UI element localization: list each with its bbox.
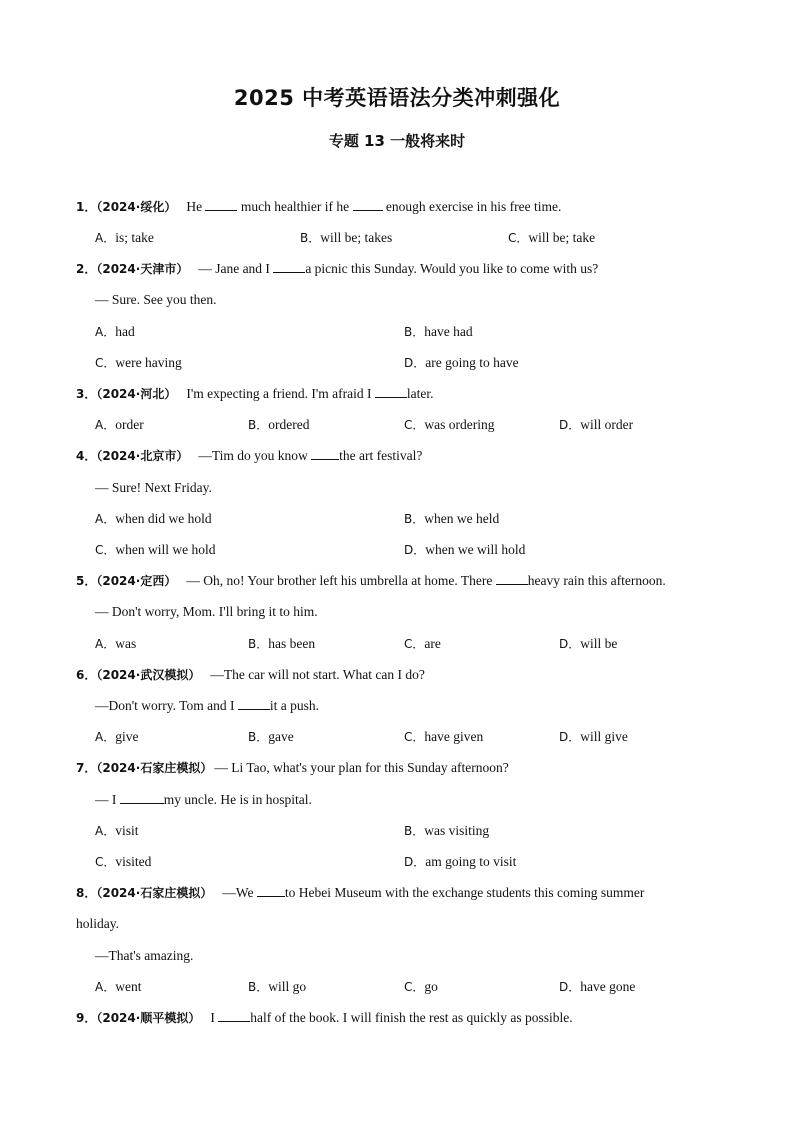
option-letter: C． [404, 418, 425, 432]
option-text: went [115, 979, 142, 994]
option-text: will order [580, 417, 634, 432]
option-letter: A． [95, 637, 116, 651]
option-text: was ordering [424, 417, 495, 432]
question-1-stem [76, 197, 718, 217]
option-d[interactable] [559, 727, 628, 747]
question-5-stem [76, 571, 718, 591]
option-letter: C． [508, 231, 529, 245]
stem-text: — Oh, no! Your brother left his umbrella at home. There [186, 573, 496, 588]
option-letter: D． [559, 418, 581, 432]
stem-text: heavy rain this afternoon. [527, 573, 666, 588]
option-letter: B． [300, 231, 321, 245]
question-source: （2024·绥化） [96, 200, 177, 214]
option-text: is; take [115, 230, 154, 245]
option-letter: B． [248, 730, 269, 744]
option-letter: D． [404, 855, 426, 869]
question-source: （2024·北京市） [96, 449, 189, 463]
question-5-reply: — Don't worry, Mom. I'll bring it to him. [95, 604, 318, 619]
stem-text: — Li Tao, what's your plan for this Sunday afternoon? [214, 760, 509, 775]
answer-blank[interactable] [375, 384, 407, 398]
option-c[interactable] [404, 727, 483, 747]
question-source: （2024·河北） [96, 387, 177, 401]
option-text: were having [115, 355, 182, 370]
question-1-options [95, 228, 718, 248]
option-d[interactable] [559, 634, 617, 654]
option-text: will go [268, 979, 307, 994]
option-text: have given [424, 729, 484, 744]
option-b[interactable] [404, 509, 499, 529]
option-d[interactable] [404, 852, 516, 872]
question-number: 7． [76, 761, 97, 775]
option-text: ordered [268, 417, 310, 432]
option-b[interactable] [248, 415, 309, 435]
question-6-options [95, 727, 718, 747]
option-a[interactable] [95, 977, 141, 997]
stem-text: He [186, 199, 206, 214]
question-7-options-row2 [95, 852, 718, 872]
option-letter: B． [248, 637, 269, 651]
option-text: am going to visit [425, 854, 517, 869]
stem-text: — Jane and I [198, 261, 274, 276]
page-subtitle: 专题 13 一般将来时 [328, 132, 466, 150]
question-number: 2． [76, 262, 97, 276]
option-text: will give [580, 729, 628, 744]
option-letter: B． [404, 512, 425, 526]
question-5-options [95, 634, 718, 654]
option-text: was visiting [424, 823, 490, 838]
option-a[interactable] [95, 228, 154, 248]
question-6-reply [95, 696, 718, 716]
answer-blank[interactable] [218, 1008, 250, 1022]
stem-text: —The car will not start. What can I do? [210, 667, 425, 682]
option-letter: A． [95, 824, 116, 838]
option-text: gave [268, 729, 294, 744]
stem-text: it a push. [269, 698, 319, 713]
stem-text: I'm expecting a friend. I'm afraid I [186, 386, 375, 401]
question-4-reply: — Sure! Next Friday. [95, 480, 212, 495]
question-4-options-row2 [95, 540, 718, 560]
question-7-reply [95, 790, 718, 810]
stem-text: — I [95, 792, 120, 807]
option-text: are going to have [425, 355, 519, 370]
option-letter: D． [404, 356, 426, 370]
option-letter: C． [404, 637, 425, 651]
stem-text: enough exercise in his free time. [385, 199, 562, 214]
option-letter: B． [248, 980, 269, 994]
option-text: have gone [580, 979, 636, 994]
option-a[interactable] [95, 322, 135, 342]
option-a[interactable] [95, 509, 212, 529]
option-text: give [115, 729, 139, 744]
option-a[interactable] [95, 727, 138, 747]
option-b[interactable] [248, 727, 294, 747]
question-number: 9． [76, 1011, 97, 1025]
stem-text: the art festival? [339, 448, 423, 463]
question-2-options-row2 [95, 353, 718, 373]
question-2-reply: — Sure. See you then. [95, 292, 217, 307]
option-d[interactable] [559, 977, 635, 997]
option-text: has been [268, 636, 316, 651]
option-text: visited [115, 854, 152, 869]
option-text: will be; takes [320, 230, 393, 245]
question-8-stem [76, 883, 718, 903]
question-source: （2024·石家庄模拟） [96, 761, 213, 775]
question-source: （2024·武汉模拟） [96, 668, 201, 682]
stem-text: —Don't worry. Tom and I [95, 698, 238, 713]
question-8-options [95, 977, 718, 997]
option-text: had [115, 324, 135, 339]
option-letter: D． [404, 543, 426, 557]
option-c[interactable] [404, 977, 438, 997]
question-8-reply: —That's amazing. [95, 948, 194, 963]
stem-text: —We [222, 885, 257, 900]
option-letter: D． [559, 980, 581, 994]
option-text: when did we hold [115, 511, 212, 526]
question-number: 8． [76, 886, 97, 900]
option-letter: B． [404, 325, 425, 339]
answer-blank[interactable] [238, 696, 270, 710]
option-letter: A． [95, 231, 116, 245]
option-d[interactable] [404, 540, 525, 560]
option-letter: C． [95, 543, 116, 557]
question-source: （2024·天津市） [96, 262, 189, 276]
option-letter: A． [95, 730, 116, 744]
option-a[interactable] [95, 821, 138, 841]
stem-text: —Tim do you know [198, 448, 312, 463]
question-2-stem [76, 259, 718, 279]
answer-blank[interactable] [205, 197, 237, 211]
option-text: are [424, 636, 441, 651]
option-letter: B． [248, 418, 269, 432]
answer-blank[interactable] [273, 259, 305, 273]
option-letter: A． [95, 418, 116, 432]
option-letter: C． [95, 855, 116, 869]
option-text: go [424, 979, 438, 994]
option-letter: D． [559, 637, 581, 651]
option-b[interactable] [404, 821, 489, 841]
option-c[interactable] [404, 415, 495, 435]
answer-blank[interactable] [257, 883, 285, 897]
page-title: 2025 中考英语语法分类冲刺强化 [233, 86, 561, 110]
stem-text: half of the book. I will finish the rest as quickly as possible. [250, 1010, 573, 1025]
option-text: when we will hold [425, 542, 526, 557]
option-b[interactable] [248, 977, 306, 997]
question-number: 5． [76, 574, 97, 588]
option-text: will be [580, 636, 618, 651]
question-number: 1． [76, 200, 97, 214]
option-text: when will we hold [115, 542, 216, 557]
stem-text: my uncle. He is in hospital. [163, 792, 312, 807]
option-a[interactable] [95, 634, 136, 654]
option-c[interactable] [508, 228, 595, 248]
option-letter: C． [95, 356, 116, 370]
option-text: visit [115, 823, 139, 838]
option-c[interactable] [95, 540, 216, 560]
answer-blank[interactable] [353, 197, 383, 211]
stem-text: later. [406, 386, 434, 401]
question-4-options-row1 [95, 509, 718, 529]
answer-blank[interactable] [496, 571, 528, 585]
option-b[interactable] [404, 322, 473, 342]
question-number: 6． [76, 668, 97, 682]
answer-blank[interactable] [120, 790, 164, 804]
option-letter: A． [95, 512, 116, 526]
option-letter: C． [404, 980, 425, 994]
option-text: order [115, 417, 144, 432]
question-9-stem [76, 1008, 718, 1028]
option-letter: D． [559, 730, 581, 744]
stem-text: much healthier if he [240, 199, 353, 214]
stem-text: a picnic this Sunday. Would you like to come with us? [305, 261, 599, 276]
option-c[interactable] [404, 634, 441, 654]
question-number: 4． [76, 449, 97, 463]
question-3-stem [76, 384, 718, 404]
question-number: 3． [76, 387, 97, 401]
question-2-options-row1 [95, 322, 718, 342]
option-a[interactable] [95, 415, 144, 435]
question-source: （2024·顺平模拟） [96, 1011, 201, 1025]
answer-blank[interactable] [311, 446, 339, 460]
option-d[interactable] [404, 353, 519, 373]
question-source: （2024·石家庄模拟） [96, 886, 213, 900]
option-b[interactable] [248, 634, 315, 654]
option-letter: B． [404, 824, 425, 838]
question-4-stem [76, 446, 718, 466]
option-b[interactable] [300, 228, 392, 248]
question-7-options-row1 [95, 821, 718, 841]
option-text: when we held [424, 511, 500, 526]
question-source: （2024·定西） [96, 574, 177, 588]
option-text: was [115, 636, 137, 651]
question-6-stem [76, 665, 718, 685]
option-c[interactable] [95, 852, 151, 872]
stem-text: to Hebei Museum with the exchange students this coming summer [284, 885, 645, 900]
question-3-options [95, 415, 718, 435]
option-text: have had [424, 324, 473, 339]
option-text: will be; take [528, 230, 596, 245]
option-letter: A． [95, 325, 116, 339]
option-d[interactable] [559, 415, 633, 435]
question-7-stem [76, 758, 718, 778]
stem-text: I [210, 1010, 219, 1025]
option-letter: A． [95, 980, 116, 994]
question-8-stem-cont: holiday. [76, 916, 119, 931]
option-letter: C． [404, 730, 425, 744]
option-c[interactable] [95, 353, 182, 373]
